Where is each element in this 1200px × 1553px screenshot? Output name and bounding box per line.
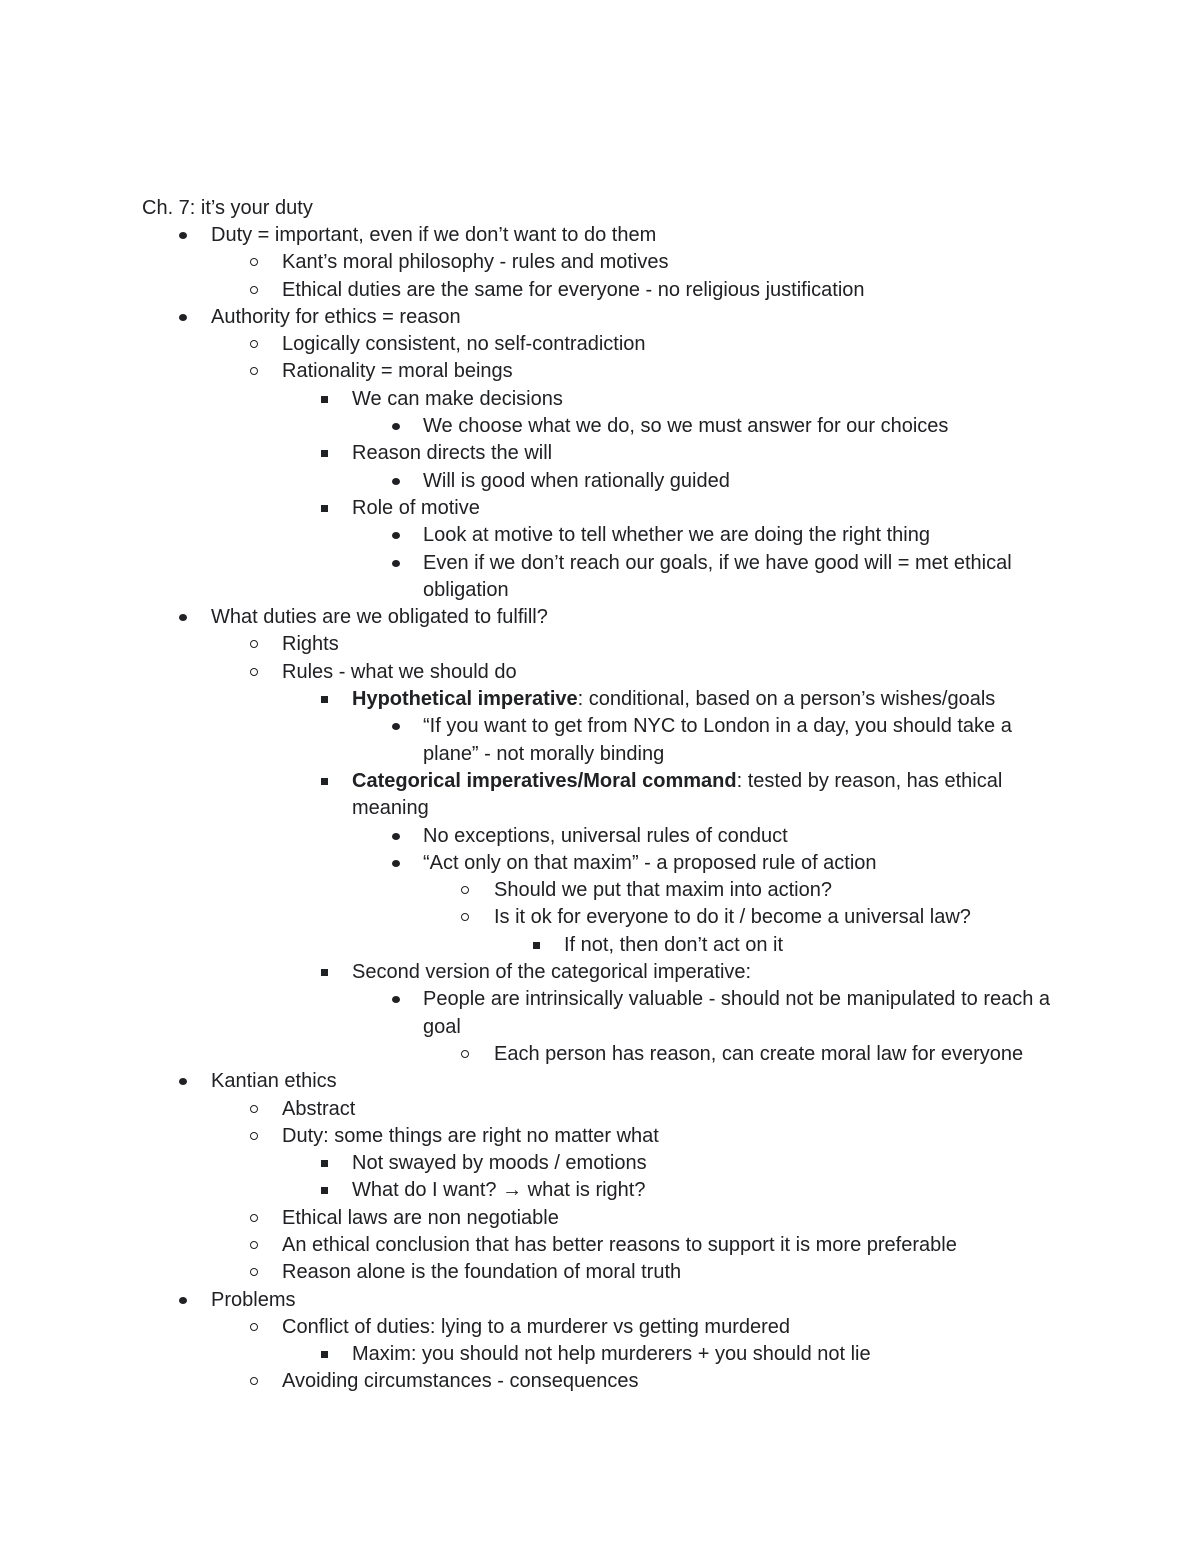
outline-item-definition: : tested by reason, has ethical meaning — [352, 769, 1003, 820]
outline-item-level-3 — [0, 1177, 1200, 1204]
outline-item-term: Categorical imperatives/Moral command — [352, 769, 737, 792]
outline-item-text: We can make decisions — [352, 387, 563, 410]
outline-item-text — [352, 686, 1058, 713]
outline-item-level-1 — [0, 304, 1200, 331]
outline-item-level-5 — [0, 877, 1200, 904]
outline-item-text: Logically consistent, no self-contradiction — [282, 333, 646, 356]
bullet-disc-icon — [176, 604, 190, 631]
bullet-circle-icon — [248, 1096, 262, 1123]
bullet-disc-icon — [389, 823, 403, 850]
outline-item-text: Even if we don’t reach our goals, if we have good will = met ethical obligation — [423, 551, 1012, 601]
bullet-circle-icon — [248, 358, 262, 385]
bullet-circle-icon — [248, 277, 262, 304]
outline-item-level-2 — [0, 1314, 1200, 1341]
bullet-square-icon — [318, 768, 332, 795]
bullet-circle-icon — [248, 631, 262, 658]
document-title: Ch. 7: it’s your duty — [142, 197, 313, 219]
outline-item-level-2 — [0, 1123, 1200, 1150]
outline-item-text: We choose what we do, so we must answer for our choices — [423, 415, 949, 438]
outline-item-text: An ethical conclusion that has better reasons to support it is more preferable — [282, 1233, 957, 1256]
outline-item-definition: : conditional, based on a person’s wishes/goals — [577, 688, 996, 711]
outline-item-level-2 — [0, 358, 1200, 385]
outline-item-level-1 — [0, 222, 1200, 249]
outline-item-text: Should we put that maxim into action? — [494, 879, 832, 902]
outline-item-text: Ethical duties are the same for everyone - no religious justification — [282, 278, 865, 301]
outline-item-level-2 — [0, 331, 1200, 358]
bullet-disc-icon — [389, 550, 403, 577]
bullet-circle-icon — [248, 1232, 262, 1259]
outline-item-text: Duty = important, even if we don’t want to do them — [211, 224, 657, 246]
bullet-circle-icon — [248, 1259, 262, 1286]
outline-item-text: Is it ok for everyone to do it / become a universal law? — [494, 906, 971, 929]
outline-item-level-4 — [0, 823, 1200, 850]
outline-item-level-6 — [0, 932, 1200, 959]
bullet-square-icon — [318, 959, 332, 986]
bullet-disc-icon — [389, 850, 403, 877]
bullet-outline — [0, 222, 1200, 1396]
outline-item-level-2 — [0, 1259, 1200, 1286]
bullet-disc-icon — [176, 222, 190, 249]
outline-item-text: Maxim: you should not help murderers + you should not lie — [352, 1343, 871, 1366]
outline-item-text: Conflict of duties: lying to a murderer vs getting murdered — [282, 1315, 791, 1338]
outline-item-level-2 — [0, 1232, 1200, 1259]
outline-item-text: What do I want? → what is right? — [352, 1179, 646, 1202]
outline-item-text: Problems — [211, 1288, 296, 1311]
bullet-circle-icon — [248, 249, 262, 276]
outline-item-text: Not swayed by moods / emotions — [352, 1152, 647, 1175]
bullet-square-icon — [318, 1150, 332, 1177]
outline-item-text: Will is good when rationally guided — [423, 469, 730, 492]
outline-item-text: No exceptions, universal rules of conduct — [423, 824, 788, 847]
outline-item-text: “Act only on that maxim” - a proposed rule of action — [423, 851, 877, 874]
outline-item-text: Each person has reason, can create moral law for everyone — [494, 1042, 1024, 1065]
outline-item-text: Look at motive to tell whether we are doing the right thing — [423, 524, 930, 547]
outline-item-level-2 — [0, 249, 1200, 276]
bullet-square-icon — [318, 495, 332, 522]
bullet-circle-icon — [459, 1041, 473, 1068]
bullet-circle-icon — [459, 877, 473, 904]
outline-item-text: Rules - what we should do — [282, 660, 517, 683]
bullet-disc-icon — [389, 522, 403, 549]
bullet-square-icon — [530, 932, 544, 959]
outline-item-level-1 — [0, 1068, 1200, 1095]
outline-item-level-2 — [0, 1205, 1200, 1232]
outline-item-level-3 — [0, 959, 1200, 986]
outline-item-level-2 — [0, 1368, 1200, 1395]
outline-item-level-2 — [0, 631, 1200, 658]
outline-item-text: Kant’s moral philosophy - rules and motives — [282, 251, 669, 274]
bullet-disc-icon — [176, 1287, 190, 1314]
bullet-circle-icon — [248, 331, 262, 358]
outline-item-level-3 — [0, 1150, 1200, 1177]
bullet-square-icon — [318, 1341, 332, 1368]
outline-item-text: Reason directs the will — [352, 442, 553, 465]
bullet-circle-icon — [248, 1314, 262, 1341]
bullet-circle-icon — [248, 1205, 262, 1232]
outline-item-level-4 — [0, 468, 1200, 495]
outline-item-level-2 — [0, 277, 1200, 304]
outline-item-level-2 — [0, 659, 1200, 686]
outline-item-level-3 — [0, 440, 1200, 467]
outline-item-text: Reason alone is the foundation of moral truth — [282, 1261, 682, 1284]
outline-item-text: Abstract — [282, 1097, 356, 1120]
outline-item-level-4 — [0, 986, 1200, 1041]
outline-item-level-4 — [0, 413, 1200, 440]
outline-item-text: Second version of the categorical imperative: — [352, 961, 752, 984]
outline-item-level-3 — [0, 768, 1200, 823]
bullet-circle-icon — [248, 659, 262, 686]
bullet-square-icon — [318, 440, 332, 467]
bullet-disc-icon — [389, 713, 403, 740]
outline-item-text: Rights — [282, 633, 339, 656]
bullet-circle-icon — [248, 1123, 262, 1150]
bullet-square-icon — [318, 686, 332, 713]
bullet-disc-icon — [389, 986, 403, 1013]
outline-item-level-3 — [0, 686, 1200, 713]
bullet-circle-icon — [248, 1368, 262, 1395]
bullet-circle-icon — [459, 904, 473, 931]
outline-item-text: Role of motive — [352, 496, 480, 519]
bullet-square-icon — [318, 386, 332, 413]
outline-item-text: If not, then don’t act on it — [564, 933, 784, 956]
outline-item-level-4 — [0, 522, 1200, 549]
outline-item-text: Authority for ethics = reason — [211, 305, 461, 328]
bullet-disc-icon — [389, 468, 403, 495]
outline-item-level-3 — [0, 1341, 1200, 1368]
outline-item-text: What duties are we obligated to fulfill? — [211, 606, 548, 629]
outline-item-level-2 — [0, 1096, 1200, 1123]
outline-item-level-3 — [0, 386, 1200, 413]
bullet-disc-icon — [176, 1068, 190, 1095]
outline-item-level-4 — [0, 713, 1200, 768]
outline-item-term: Hypothetical imperative — [352, 688, 578, 711]
bullet-disc-icon — [389, 413, 403, 440]
outline-item-level-5 — [0, 1041, 1200, 1068]
outline-item-level-1 — [0, 1287, 1200, 1314]
outline-item-level-3 — [0, 495, 1200, 522]
outline-item-level-5 — [0, 904, 1200, 931]
outline-item-text: Ethical laws are non negotiable — [282, 1206, 559, 1229]
outline-item-text: People are intrinsically valuable - should not be manipulated to reach a goal — [423, 988, 1051, 1038]
outline-item-level-1 — [0, 604, 1200, 631]
outline-item-level-4 — [0, 550, 1200, 605]
outline-item-text: Avoiding circumstances - consequences — [282, 1370, 639, 1393]
outline-item-text — [352, 768, 1058, 823]
outline-item-text: Duty: some things are right no matter what — [282, 1124, 659, 1147]
outline-item-text: Kantian ethics — [211, 1070, 337, 1093]
outline-item-text: “If you want to get from NYC to London in a day, you should take a plane” - not morally binding — [423, 715, 1012, 765]
outline-item-level-4 — [0, 850, 1200, 877]
bullet-square-icon — [318, 1177, 332, 1204]
bullet-disc-icon — [176, 304, 190, 331]
outline-item-text: Rationality = moral beings — [282, 360, 513, 383]
